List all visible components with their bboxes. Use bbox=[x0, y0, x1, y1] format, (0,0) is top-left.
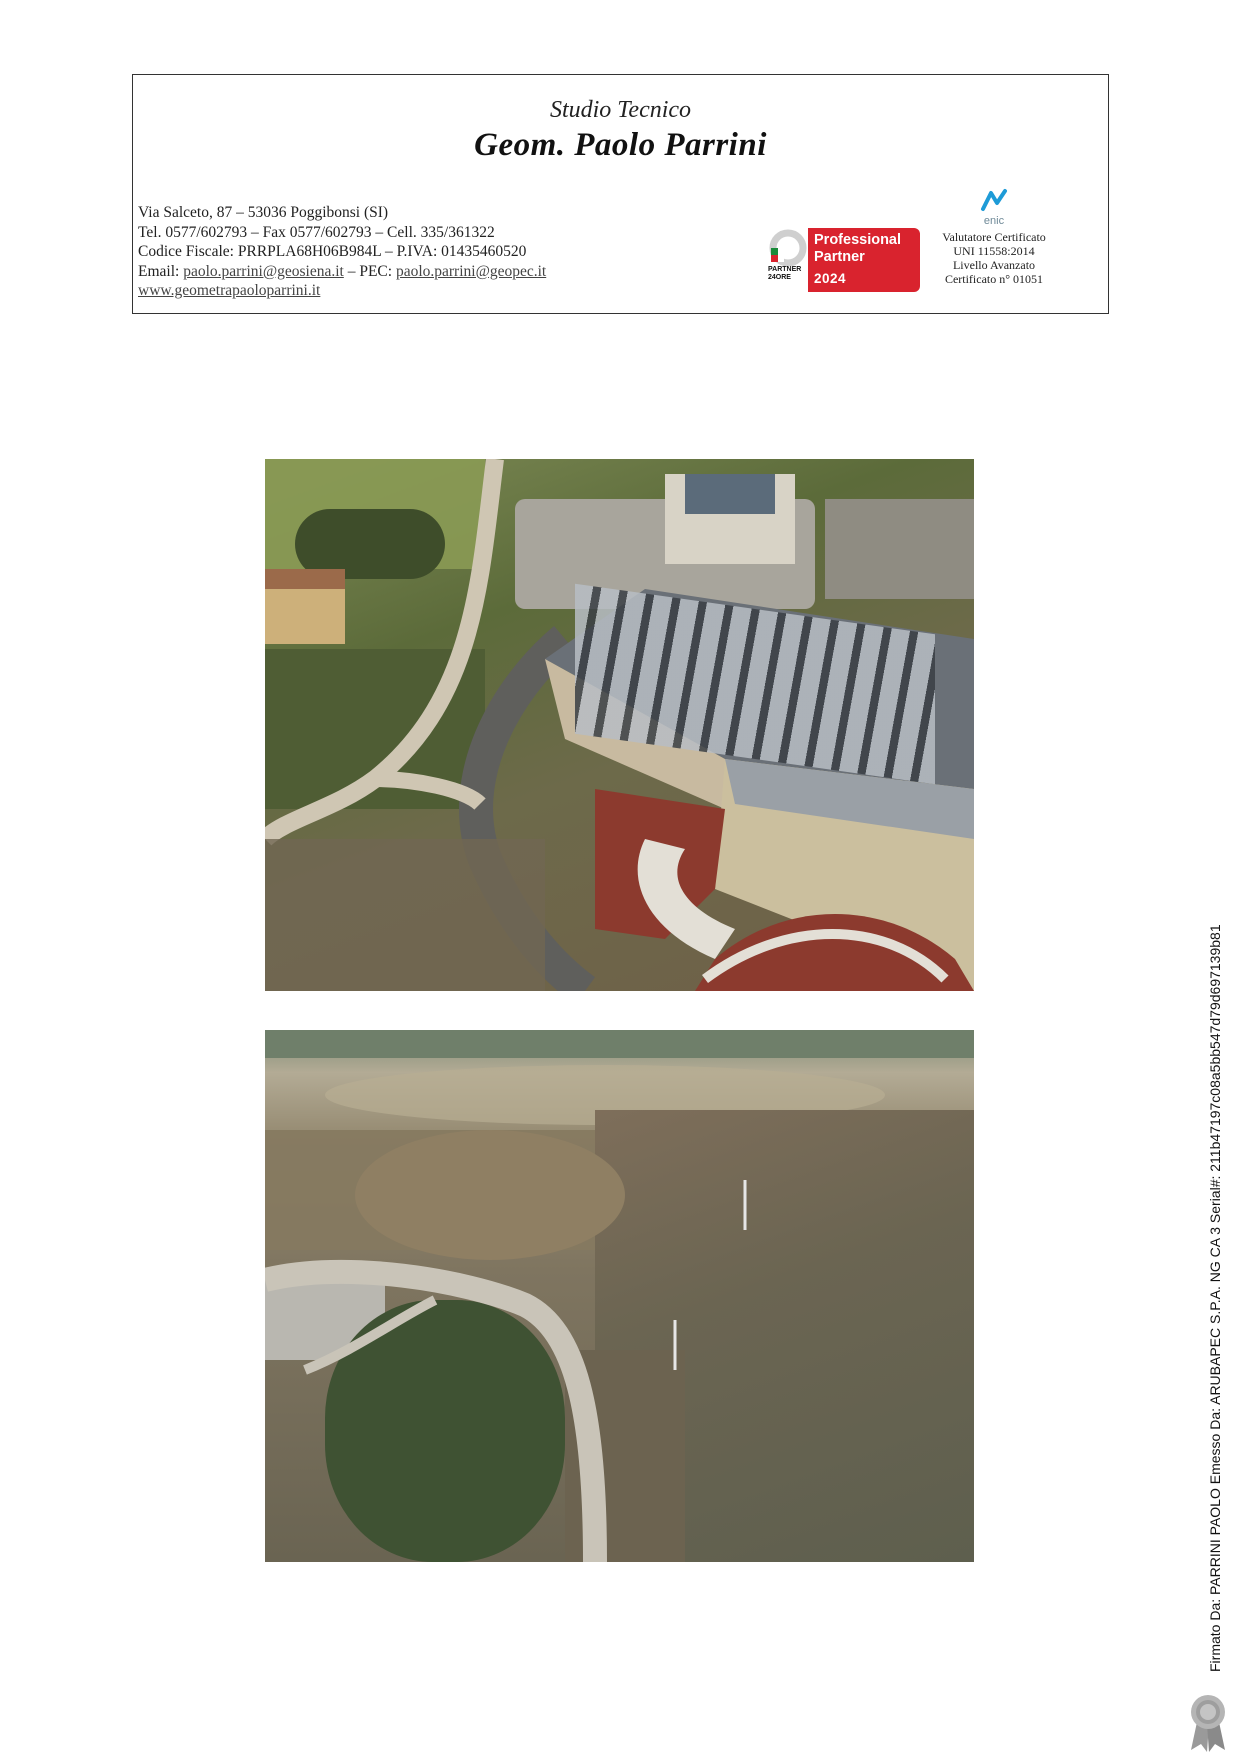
cert-line-4: Certificato n° 01051 bbox=[944, 272, 1044, 286]
certification-lines bbox=[930, 230, 1058, 286]
fiscal-line: Codice Fiscale: PRRPLA68H06B984L – P.IVA: 01435460520 bbox=[138, 243, 527, 260]
address-line: Via Salceto, 87 – 53036 Poggibonsi (SI) bbox=[138, 204, 389, 221]
phone-line: Tel. 0577/602793 – Fax 0577/602793 – Cell. 335/361322 bbox=[138, 223, 495, 241]
contact-block bbox=[138, 203, 546, 301]
studio-subtitle: Studio Tecnico bbox=[549, 97, 692, 123]
pec-label: – PEC: bbox=[343, 262, 396, 280]
partner-line1: Professional bbox=[814, 232, 902, 248]
aerial-photo-industrial-building bbox=[265, 459, 974, 991]
partner-year: 2024 bbox=[814, 271, 847, 286]
letterhead bbox=[132, 74, 1109, 314]
email-line bbox=[138, 262, 546, 282]
partner-tag bbox=[768, 266, 801, 282]
partner-tag-line1: PARTNER bbox=[768, 266, 802, 273]
partner-line2: Partner bbox=[814, 249, 865, 265]
professional-partner-badge bbox=[766, 228, 921, 292]
cert-line-2: UNI 11558:2014 bbox=[953, 244, 1035, 258]
enic-certification bbox=[930, 187, 1058, 286]
enic-logo-text: enic bbox=[983, 215, 1005, 227]
cert-line-3: Livello Avanzato bbox=[952, 258, 1036, 272]
seal-ribbon-icon bbox=[1185, 1692, 1231, 1752]
enic-logo-icon bbox=[977, 187, 1011, 215]
partner-tag-line2: 24ORE bbox=[768, 274, 791, 281]
email-label: Email: bbox=[138, 262, 184, 280]
website-link[interactable]: www.geometrapaoloparrini.it bbox=[138, 282, 321, 299]
studio-name: Geom. Paolo Parrini bbox=[474, 127, 767, 163]
partner-red-box bbox=[808, 228, 920, 292]
aerial-photo-wooded-hillside bbox=[265, 1030, 974, 1562]
pec-link[interactable]: paolo.parrini@geopec.it bbox=[395, 262, 547, 280]
cert-line-1: Valutatore Certificato bbox=[942, 230, 1046, 244]
email-link[interactable]: paolo.parrini@geosiena.it bbox=[183, 262, 344, 280]
partner-24ore-logo-icon bbox=[766, 228, 808, 292]
digital-signature-text: Firmato Da: PARRINI PAOLO Emesso Da: ARUBAPEC S.P.A. NG CA 3 Serial#: 211b47197c08a5bb547d79d697139b81 bbox=[1207, 924, 1223, 1672]
